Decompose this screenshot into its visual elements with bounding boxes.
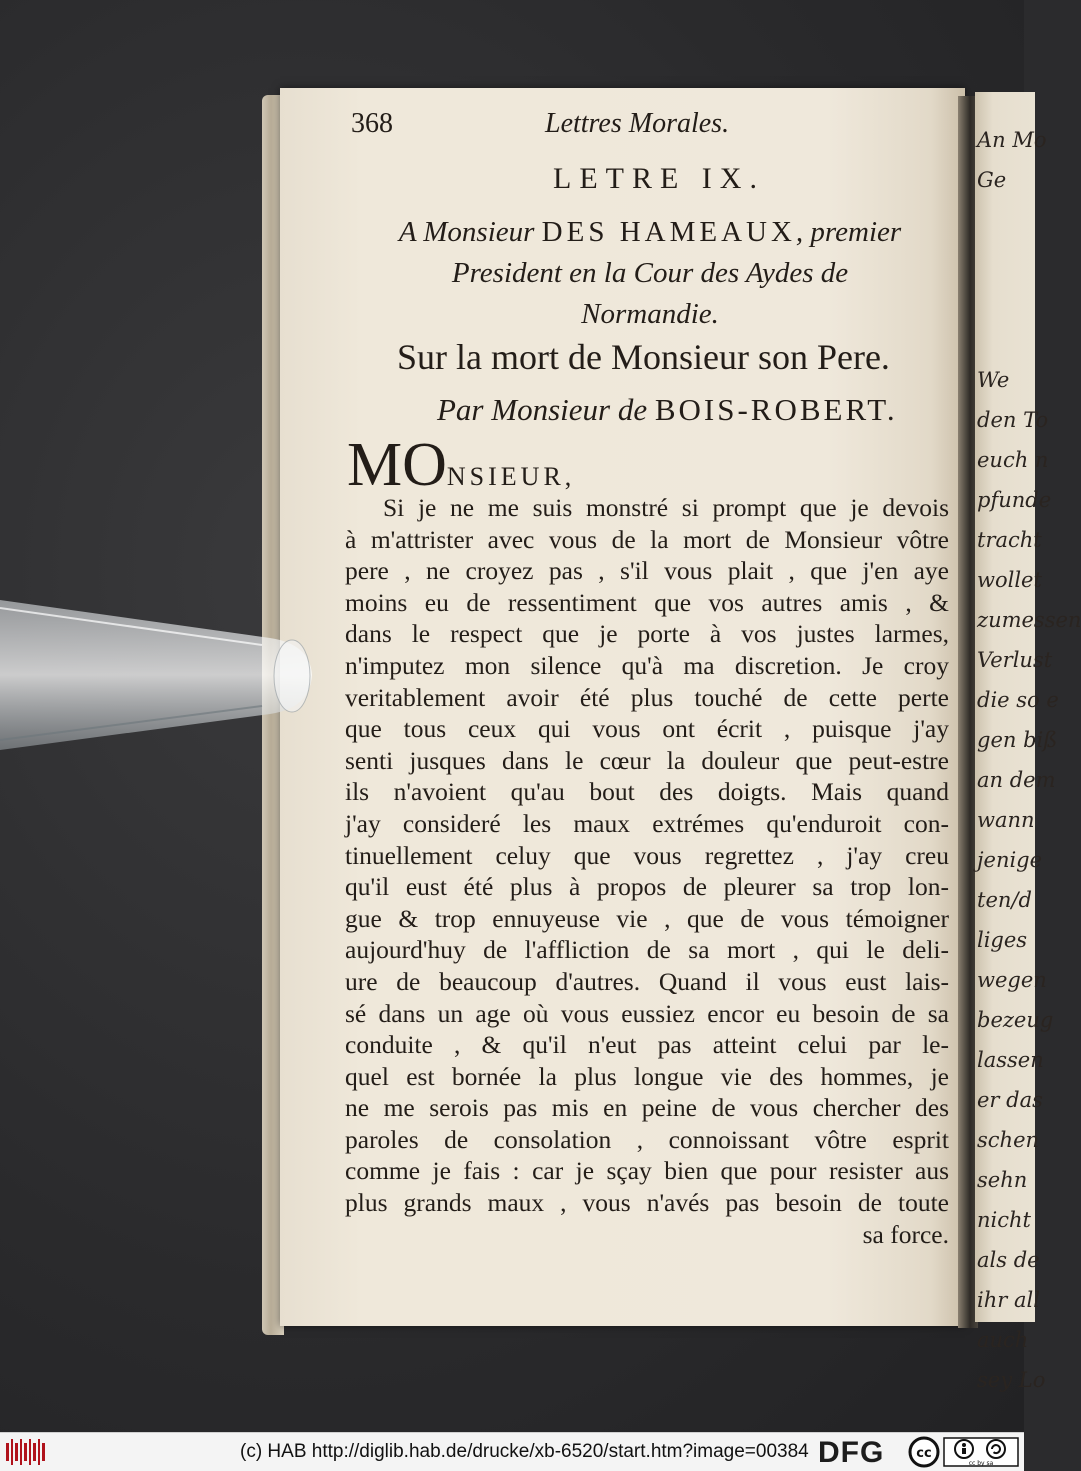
next-page-text: Verlust — [977, 648, 1053, 672]
text-line: ils n'avoient qu'au bout des doigts. Mais quand — [345, 777, 949, 807]
page-number: 368 — [351, 108, 393, 139]
next-page-text: wollet — [977, 568, 1042, 592]
next-page-text: sehn — [977, 1168, 1028, 1192]
text-line: pere , ne croyez pas , s'il vous plait , que j'en aye — [345, 556, 949, 586]
text-line: sa force. — [862, 1219, 949, 1249]
next-page-text: We — [977, 368, 1010, 392]
next-page-text: euch n — [977, 448, 1049, 472]
next-page-text: ten/d — [977, 888, 1032, 912]
next-page-text: jenige — [977, 848, 1043, 872]
text-line: ure de beaucoup d'autres. Quand il vous eust lais- — [345, 966, 949, 996]
next-page-text: schen — [977, 1128, 1040, 1152]
text-line: aujourd'huy de l'affliction de sa mort , qui le deli- — [345, 935, 949, 965]
text-line: j'ay consideré les maux extrémes qu'enduroit con- — [345, 808, 949, 838]
text-line: ne me serois pas mis en peine de vous chercher des — [345, 1093, 949, 1123]
text-line: n'imputez mon silence qu'à ma discretion. Je croy — [345, 650, 949, 680]
barcode-logo-icon — [6, 1439, 46, 1465]
text-line: quel est bornée la plus longue vie des hommes, je — [345, 1061, 949, 1091]
text-line: dans le respect que je porte à vos justes larmes, — [345, 619, 949, 649]
license-label: cc by sa — [968, 1460, 994, 1467]
next-page-text: auch — [977, 1328, 1029, 1352]
next-page-text: liges — [977, 928, 1028, 952]
byline — [437, 392, 898, 428]
address-line-2: President en la Cour des Aydes de — [451, 257, 849, 289]
next-page-text: pfunde — [977, 488, 1052, 512]
next-page-fragment — [975, 92, 1081, 1392]
next-page-text: zumessen — [977, 608, 1081, 632]
footer-bar — [0, 1432, 1024, 1471]
byline-author: BOIS-ROBERT. — [654, 392, 898, 427]
next-page-text: die so e — [977, 688, 1059, 712]
text-line: à m'attrister avec vous de la mort de Monsieur vôtre — [345, 524, 949, 554]
text-line: moins eu de ressentiment que vos autres amis , & — [345, 587, 949, 617]
address-part: , premier — [795, 216, 902, 248]
next-page-text: bezeug — [977, 1008, 1054, 1032]
next-page-text: an dem — [977, 768, 1056, 792]
letter-body — [345, 492, 949, 1250]
svg-text:cc: cc — [916, 1446, 932, 1461]
next-page-text: wegen — [977, 968, 1047, 992]
text-line: Si je ne me suis monstré si prompt que je devois — [383, 493, 949, 522]
text-line: que tous ceux qui vous ont écrit , puisque j'ay — [345, 714, 949, 744]
address-line-3: Normandie. — [581, 298, 719, 330]
text-line: plus grands maux , vous n'avés pas besoin de toute — [345, 1188, 949, 1218]
text-line: senti jusques dans le cœur la douleur que peut-estre — [345, 745, 949, 775]
text-line: veritablement avoir été plus touché de cette perte — [345, 682, 949, 712]
text-line: comme je fais : car je sçay bien que pour resister aus — [345, 1156, 949, 1186]
next-page-text: den To — [977, 408, 1049, 432]
text-line: qu'il eust été plus à propos de pleurer sa trop lon- — [345, 872, 949, 902]
salutation-initial: MO — [347, 431, 447, 499]
next-page-text: Ge — [977, 168, 1007, 192]
next-page-text: sey Lo — [977, 1368, 1046, 1392]
next-page-text: lassen — [977, 1048, 1044, 1072]
next-page-text: nicht — [977, 1208, 1031, 1232]
next-page-text: tracht — [977, 528, 1042, 552]
dfg-logo: DFG — [818, 1436, 885, 1469]
address-part: A Monsieur — [398, 216, 535, 248]
next-page-text: An Mo — [977, 128, 1047, 152]
letter-heading: LETRE IX. — [553, 162, 765, 195]
glass-page-clip — [0, 600, 320, 750]
salutation — [347, 430, 575, 501]
next-page-text: ihr all — [977, 1288, 1040, 1312]
text-line: tinuellement celuy que vous regrettez , j'ay creu — [345, 840, 949, 870]
next-page-text: wann — [977, 808, 1035, 832]
letter-subject: Sur la mort de Monsieur son Pere. — [397, 337, 890, 377]
next-page-text: als de — [977, 1248, 1040, 1272]
salutation-rest: NSIEUR, — [446, 462, 576, 491]
text-line: paroles de consolation , connoissant vôtre esprit — [345, 1124, 949, 1154]
running-title: Lettres Morales. — [545, 108, 730, 139]
next-page-text: er das — [977, 1088, 1043, 1112]
cc-license-icon — [908, 1436, 1020, 1468]
text-line: conduite , & qu'il n'eut pas atteint celui par le- — [345, 1030, 949, 1060]
text-line: gue & trop ennuyeuse vie , que de vous témoigner — [345, 903, 949, 933]
letter-address — [345, 212, 955, 335]
next-page-text: gen biß — [977, 728, 1058, 752]
image-credit: (c) HAB http://diglib.hab.de/drucke/xb-6520/start.htm?image=00384 — [240, 1441, 809, 1462]
address-name: DES HAMEAUX — [541, 216, 796, 248]
byline-prefix: Par Monsieur de — [437, 392, 648, 427]
text-line: sé dans un age où vous eussiez encor eu besoin de sa — [345, 998, 949, 1028]
